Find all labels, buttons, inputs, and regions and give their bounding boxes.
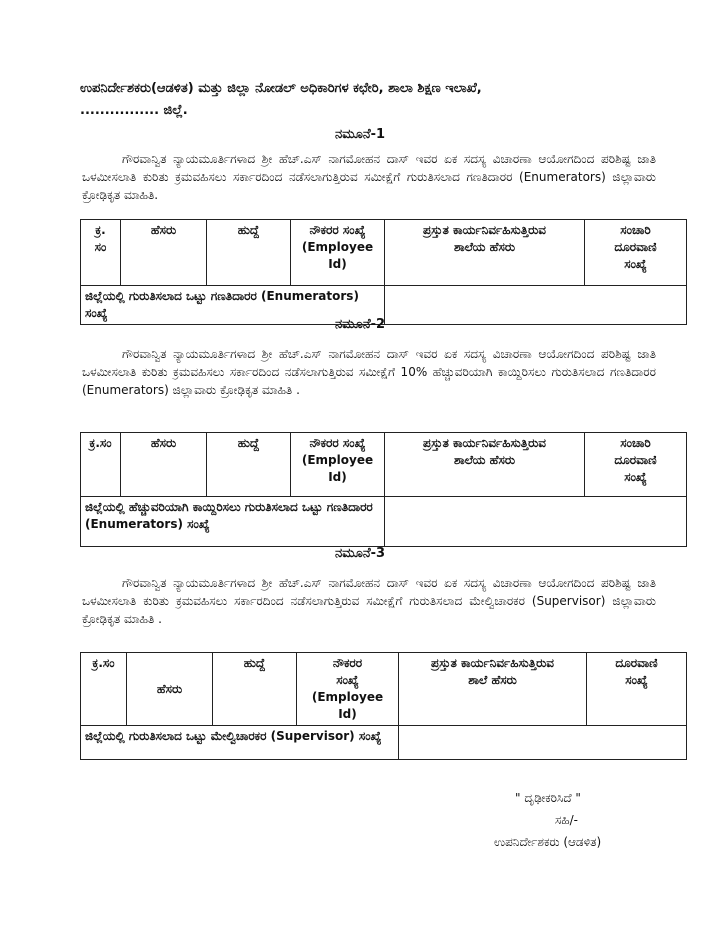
col-employee-id: ನೌಕರರ ಸಂಖ್ಯೆ (Employee Id)	[291, 220, 385, 286]
form1-description-text: ಗೌರವಾನ್ವಿತ ನ್ಯಾಯಮೂರ್ತಿಗಳಾದ ಶ್ರೀ ಹೆಚ್.ಎಸ್ ನಾಗಮೋಹನ ದಾಸ್ ಇವರ ಏಕ ಸದಸ್ಯ ವಿಚಾರಣಾ ಆಯೋಗದಿಂದ ಪರಿಶಿಷ್ಟ ಜಾತಿ ಒಳಮೀಸಲಾತಿ ಕುರಿತು ಕ್ರಮವಹಿಸಲು ಸರ್ಕಾರದಿಂದ ನಡೆಸಲಾಗುತ್ತಿರುವ ಸಮೀಕ್ಷೆಗೆ ಗುರುತಿಸಲಾದ ಗಣತಿದಾರರ (Enumerators) ಜಿಲ್ಲಾವಾರು ಕ್ರೋಢಿಕೃತ ಮಾಹಿತಿ.	[82, 152, 656, 202]
district-line: ................ ಜಿಲ್ಲೆ.	[80, 103, 188, 118]
table-header-row	[81, 220, 687, 286]
form3-description	[82, 574, 656, 628]
form2-title: ನಮೂನೆ-2	[334, 317, 386, 332]
form3-title: ನಮೂನೆ-3	[334, 546, 386, 561]
col-serial: ಕ್ರ.ಸಂ	[81, 433, 121, 497]
office-header	[80, 78, 655, 122]
form1-description	[82, 150, 656, 204]
total-label: ಜಿಲ್ಲೆಯಲ್ಲಿ ಗುರುತಿಸಲಾದ ಒಟ್ಟು ಮೇಲ್ವಿಚಾರಕರ (Supervisor) ಸಂಖ್ಯೆ	[81, 726, 399, 760]
col-mobile-number: ದೂರವಾಣಿ ಸಂಖ್ಯೆ	[587, 653, 687, 726]
form3-description-text: ಗೌರವಾನ್ವಿತ ನ್ಯಾಯಮೂರ್ತಿಗಳಾದ ಶ್ರೀ ಹೆಚ್.ಎಸ್ ನಾಗಮೋಹನ ದಾಸ್ ಇವರ ಏಕ ಸದಸ್ಯ ವಿಚಾರಣಾ ಆಯೋಗದಿಂದ ಪರಿಶಿಷ್ಟ ಜಾತಿ ಒಳಮೀಸಲಾತಿ ಕುರಿತು ಕ್ರಮವಹಿಸಲು ಸರ್ಕಾರದಿಂದ ನಡೆಸಲಾಗುತ್ತಿರುವ ಸಮೀಕ್ಷೆಗೆ ಗುರುತಿಸಲಾದ ಮೇಲ್ವಿಚಾರಕರ (Supervisor) ಜಿಲ್ಲಾವಾರು ಕ್ರೋಢಿಕೃತ ಮಾಹಿತಿ .	[82, 576, 656, 626]
total-value[interactable]	[385, 497, 687, 547]
col-name: ಹೆಸರು	[121, 433, 207, 497]
col-school-name: ಪ್ರಸ್ತುತ ಕಾರ್ಯನಿರ್ವಹಿಸುತ್ತಿರುವ ಶಾಲೆಯ ಹೆಸರು	[385, 433, 585, 497]
table-total-row	[81, 726, 687, 760]
table-total-row	[81, 497, 687, 547]
col-name: ಹೆಸರು	[121, 220, 207, 286]
col-serial: ಕ್ರ. ಸಂ	[81, 220, 121, 286]
total-label: ಜಿಲ್ಲೆಯಲ್ಲಿ ಹೆಚ್ಚುವರಿಯಾಗಿ ಕಾಯ್ದಿರಿಸಲು ಗುರುತಿಸಲಾದ ಒಟ್ಟು ಗಣತಿದಾರರ (Enumerators) ಸಂಖ್ಯೆ	[81, 497, 385, 547]
col-mobile-number: ಸಂಚಾರಿ ದೂರವಾಣಿ ಸಂಖ್ಯೆ	[585, 433, 687, 497]
form1-title: ನಮೂನೆ-1	[334, 127, 386, 142]
col-school-name: ಪ್ರಸ್ತುತ ಕಾರ್ಯನಿರ್ವಹಿಸುತ್ತಿರುವ ಶಾಲೆಯ ಹೆಸರು	[385, 220, 585, 286]
form2-description	[82, 345, 656, 399]
signed-text: ಸಹಿ/-	[555, 813, 578, 827]
form3-table	[80, 652, 687, 760]
col-employee-id: ನೌಕರರ ಸಂಖ್ಯೆ (Employee Id)	[291, 433, 385, 497]
col-serial: ಕ್ರ.ಸಂ	[81, 653, 127, 726]
designation-text: ಉಪನಿರ್ದೇಶಕರು (ಆಡಳಿತ)	[494, 835, 602, 849]
col-designation: ಹುದ್ದೆ	[207, 220, 291, 286]
certified-text: " ದೃಢೀಕರಿಸಿದೆ "	[515, 791, 581, 805]
form2-description-text: ಗೌರವಾನ್ವಿತ ನ್ಯಾಯಮೂರ್ತಿಗಳಾದ ಶ್ರೀ ಹೆಚ್.ಎಸ್ ನಾಗಮೋಹನ ದಾಸ್ ಇವರ ಏಕ ಸದಸ್ಯ ವಿಚಾರಣಾ ಆಯೋಗದಿಂದ ಪರಿಶಿಷ್ಟ ಜಾತಿ ಒಳಮೀಸಲಾತಿ ಕುರಿತು ಕ್ರಮವಹಿಸಲು ಸರ್ಕಾರದಿಂದ ನಡೆಸಲಾಗುತ್ತಿರುವ ಸಮೀಕ್ಷೆಗೆ 10% ಹೆಚ್ಚುವರಿಯಾಗಿ ಕಾಯ್ದಿರಿಸಲು ಗುರುತಿಸಲಾದ ಗಣತಿದಾರರ (Enumerators) ಜಿಲ್ಲಾವಾರು ಕ್ರೋಢಿಕೃತ ಮಾಹಿತಿ .	[82, 347, 656, 397]
office-line: ಉಪನಿರ್ದೇಶಕರು(ಆಡಳಿತ) ಮತ್ತು ಜಿಲ್ಲಾ ನೋಡಲ್ ಅಧಿಕಾರಿಗಳ ಕಛೇರಿ, ಶಾಲಾ ಶಿಕ್ಷಣ ಇಲಾಖೆ,	[80, 81, 482, 96]
col-designation: ಹುದ್ದೆ	[207, 433, 291, 497]
col-employee-id: ನೌಕರರ ಸಂಖ್ಯೆ (Employee Id)	[297, 653, 399, 726]
form1-table	[80, 219, 687, 325]
table-header-row	[81, 653, 687, 726]
total-label: ಜಿಲ್ಲೆಯಲ್ಲಿ ಗುರುತಿಸಲಾದ ಒಟ್ಟು ಗಣತಿದಾರರ (Enumerators) ಸಂಖ್ಯೆ	[81, 286, 385, 325]
col-name: ಹೆಸರು	[127, 653, 213, 726]
table-header-row	[81, 433, 687, 497]
col-designation: ಹುದ್ದೆ	[213, 653, 297, 726]
form2-table	[80, 432, 687, 547]
total-value[interactable]	[399, 726, 687, 760]
col-school-name: ಪ್ರಸ್ತುತ ಕಾರ್ಯನಿರ್ವಹಿಸುತ್ತಿರುವ ಶಾಲೆ ಹೆಸರು	[399, 653, 587, 726]
col-mobile-number: ಸಂಚಾರಿ ದೂರವಾಣಿ ಸಂಖ್ಯೆ	[585, 220, 687, 286]
